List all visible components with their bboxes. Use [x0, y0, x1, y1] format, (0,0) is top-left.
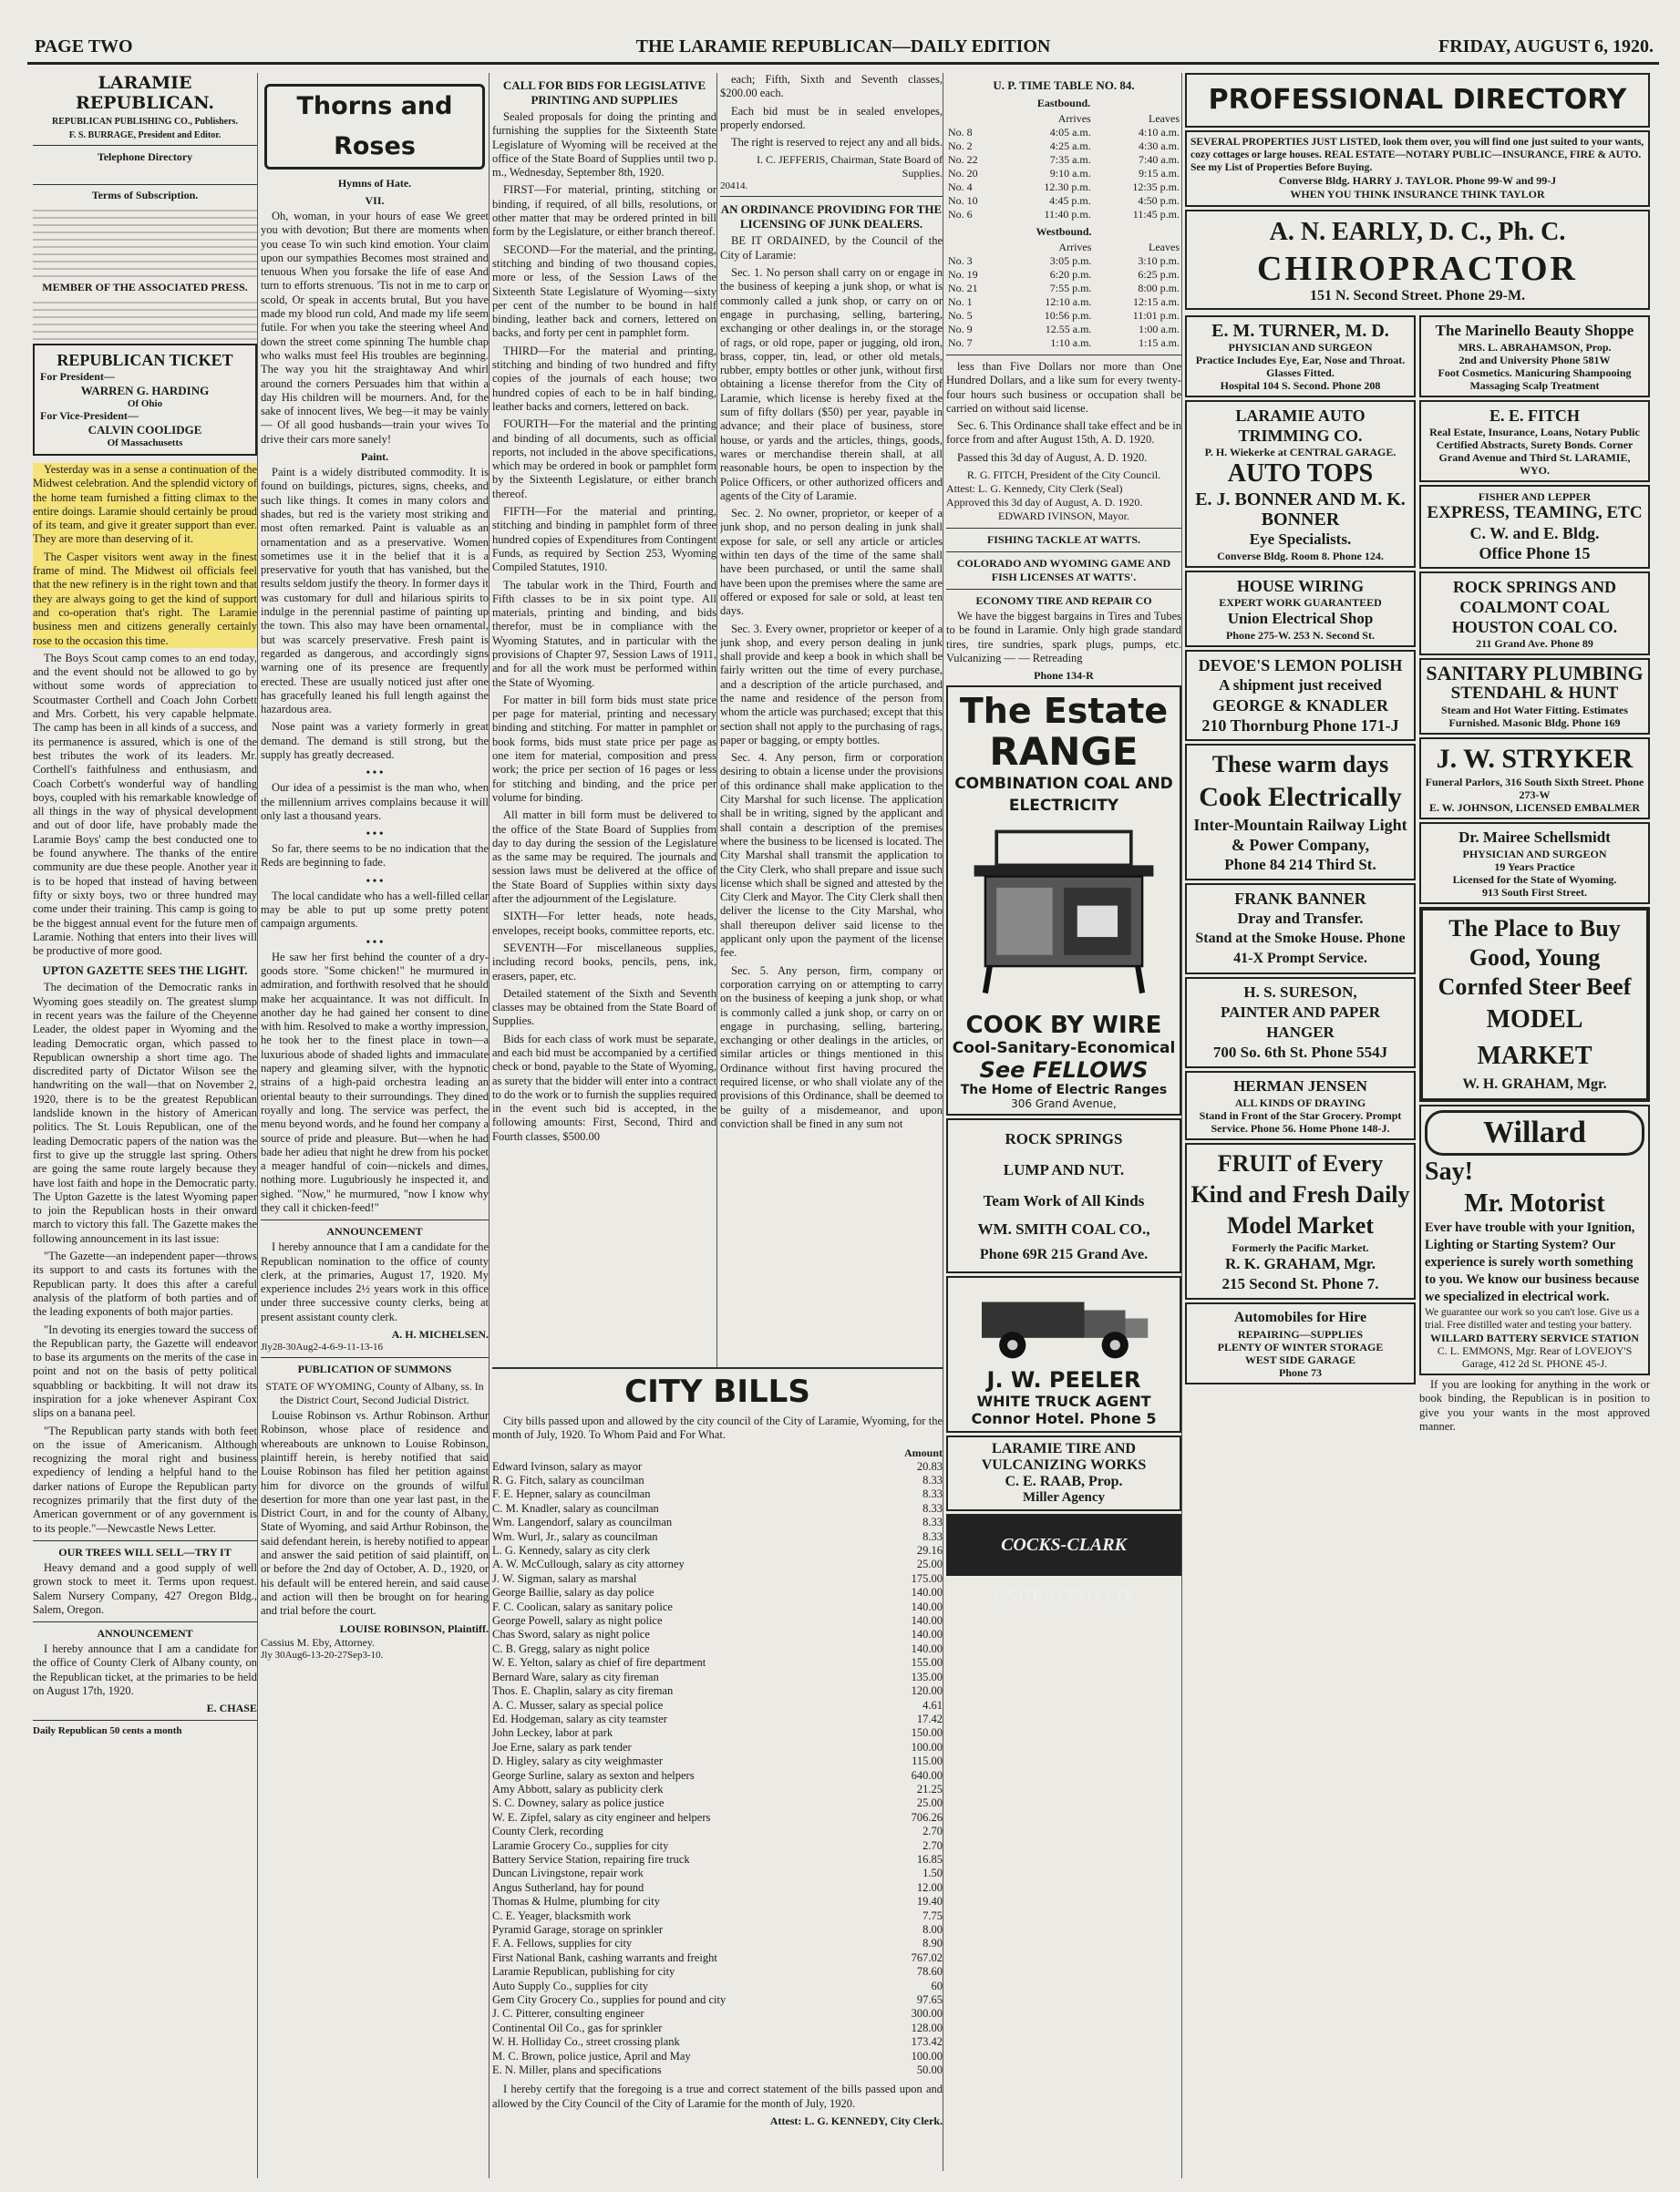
bookbinding-notice: If you are looking for anything in the work or book binding, the Republican is in position to give you your wants in the most approved manner. — [1419, 1378, 1650, 1433]
bill-row — [492, 1909, 943, 1923]
editor-line: F. S. BURRAGE, President and Editor. — [68, 130, 222, 140]
bill-description: George Baillie, salary as day police — [492, 1586, 654, 1600]
masthead — [27, 31, 1659, 65]
fisher-lepper-ad: FISHER AND LEPPER EXPRESS, TEAMING, ETC C. W. and E. Bldg. Office Phone 15 — [1419, 485, 1650, 569]
bill-description: Battery Service Station, repairing fire truck — [492, 1852, 690, 1866]
bill-row — [492, 1937, 943, 1950]
bill-description: George Powell, salary as night police — [492, 1614, 663, 1628]
ap-membership: MEMBER OF THE ASSOCIATED PRESS. — [42, 281, 248, 293]
bill-description: W. H. Holliday Co., street crossing plank — [492, 2035, 680, 2049]
bill-amount: 16.85 — [916, 1852, 943, 1866]
auto-trimming-ad: LARAMIE AUTO TRIMMING CO. P. H. Wiekerke at CENTRAL GARAGE. AUTO TOPS E. J. BONNER AND M. K. BONNER Eye Specialists. Converse Bldg. Room 8. Phone 124. — [1185, 400, 1416, 568]
bill-row — [492, 1951, 943, 1965]
bill-description: Continental Oil Co., gas for sprinkler — [492, 2021, 663, 2034]
bill-amount: 2.70 — [922, 1838, 943, 1852]
timetable-row: No. 20 9:10 a.m. 9:15 a.m. — [948, 167, 1180, 180]
bill-row — [492, 2007, 943, 2021]
bills-list — [492, 1460, 943, 2078]
bill-row — [492, 1460, 943, 1474]
stryker-ad: J. W. STRYKER Funeral Parlors, 316 South Sixth Street. Phone 273-W E. W. JOHNSON, LICENSED EMBALMER — [1419, 737, 1650, 819]
subscription-heading: Terms of Subscription. — [91, 189, 199, 201]
laramie-tire-ad: LARAMIE TIRE AND VULCANIZING WORKS C. E. RAAB, Prop. Miller Agency — [946, 1436, 1181, 1511]
bill-amount: 8.33 — [922, 1474, 943, 1487]
bill-row — [492, 1502, 943, 1516]
bill-description: Amy Abbott, salary as publicity clerk — [492, 1782, 664, 1796]
timetable-row: No. 1 12:10 a.m. 12:15 a.m. — [948, 295, 1180, 308]
ticket-title: REPUBLICAN TICKET — [57, 351, 233, 369]
house-wiring-ad: HOUSE WIRING EXPERT WORK GUARANTEED Union Electrical Shop Phone 275-W. 253 N. Second St. — [1185, 571, 1416, 647]
timetable-row: No. 19 6:20 p.m. 6:25 p.m. — [948, 268, 1180, 281]
bill-description: Laramie Republican, publishing for city — [492, 1965, 675, 1979]
bill-amount: 115.00 — [912, 1755, 943, 1768]
bill-description: A. C. Musser, salary as special police — [492, 1698, 664, 1712]
bid-call-heading: CALL FOR BIDS FOR LEGISLATIVE PRINTING AND SUPPLIES — [502, 78, 706, 107]
bill-description: Joe Erne, salary as park tender — [492, 1740, 632, 1754]
bill-description: Gem City Grocery Co., supplies for pound and city — [492, 1993, 727, 2007]
bill-row — [492, 1614, 943, 1628]
newspaper-title: THE LARAMIE REPUBLICAN—DAILY EDITION — [635, 36, 1051, 57]
bill-amount: 97.65 — [916, 1993, 943, 2007]
ticket-president: WARREN G. HARDING — [80, 384, 210, 397]
bill-row — [492, 1713, 943, 1726]
bill-amount: 29.16 — [916, 1544, 943, 1558]
bill-row — [492, 1558, 943, 1571]
bill-amount: 8.33 — [922, 1501, 943, 1515]
model-market-ad: The Place to Buy Good, Young Cornfed Steer Beef MODEL MARKET W. H. GRAHAM, Mgr. — [1419, 907, 1650, 1102]
smith-coal-ad: ROCK SPRINGS LUMP AND NUT. Team Work of All Kinds WM. SMITH COAL CO., Phone 69R 215 Grand Ave. — [946, 1118, 1181, 1273]
bill-amount: 120.00 — [911, 1684, 943, 1698]
fitch-ad: E. E. FITCH Real Estate, Insurance, Loans, Notary Public Certified Abstracts, Surety Bonds. Corner Grand Avenue and Third St. LARAMIE, WYO. — [1419, 400, 1650, 482]
banner-dray-ad: FRANK BANNER Dray and Transfer. Stand at the Smoke House. Phone 41-X Prompt Service. — [1185, 883, 1416, 974]
bill-amount: 640.00 — [911, 1768, 943, 1782]
bill-row — [492, 1755, 943, 1768]
sanitary-plumbing-ad: SANITARY PLUMBING STENDAHL & HUNT Steam and Hot Water Fitting. Estimates Furnished. Masonic Bldg. Phone 169 — [1419, 658, 1650, 735]
bill-description: Duncan Livingstone, repair work — [492, 1867, 644, 1880]
bill-amount: 155.00 — [911, 1656, 943, 1670]
directory-title: PROFESSIONAL DIRECTORY — [1185, 73, 1650, 128]
bill-row — [492, 1741, 943, 1755]
bill-description: Wm. Wurl, Jr., salary as councilman — [492, 1529, 658, 1543]
bill-amount: 135.00 — [911, 1670, 943, 1683]
column-4: each; Fifth, Sixth and Seventh classes, $200.00 each. Each bid must be in sealed envelopes, properly endorsed. The right is reserved to reject any and all bids. I. C. JEFFERIS, Chairman, State Board of Supplies. 20414. AN ORDINANCE PROVIDING FOR THE LICENSING OF JUNK DEALERS. BE IT ORDAINED, by the Council of the City of Laramie: Sec. 1. No person shall carry on or engage in the business of keeping a junk shop, or what is commonly called a junk shop, or carry on or engage in purchasing, selling, bartering, exchanging or other dealings in, or the storage of rags, or old rope, paper or jugging, old iron, brass, copper, tin, lead, or other old metals, rubber, empty bottles or other junk, without first obtaining a license therefor from the City of Laramie, which license is hereby fixed at the sum of fifty dollars ($50) per year, payable in advance; and their place of business, store house, or yards and the articles, things, goods, wares or merchandise therein shall, at all reasonable hours, be open to inspection by the Police Officers, or other authorized officers and agents of the City of Laramie. Sec. 2. No owner, proprietor, or keeper of a junk shop, and no person dealing in junk shall expose for sale, or sell any article or articles within ten days of the time of the same shall have been purchased, or until the same shall have been upon the premises where the same are offered or exposed for sale or sold, at least ten days. Sec. 3. Every owner, proprietor or keeper of a junk shop, and every person dealing in junk shall provide and keep a book in which shall be fairly written out the time of every purchase, and a description of the article purchased, and the name and residence of the person from whom the article was purchased; except that this section shall not apply to the purchasing of rags, paper or bagging, or empty bottles. Sec. 4. Any person, firm or corporation desiring to obtain a license under the provisions of this ordinance shall make application to the City Marshal for such license. The application shall be in writing, signed by the applicant and shall contain a description of the premises where the business to be licensed is located. The City Marshal shall transmit the application to the City Clerk, who shall prepare and issue such license which shall be signed and attested by the City Clerk and Mayor. The City Clerk shall then deliver the license to the City Marshal, who shall thereupon deliver said license to the applicant only upon the payment of the license fee. Sec. 5. Any person, firm, company or corporation carrying on or attempting to carry on the business of keeping a junk shop, or what is commonly called a junk shop, or carry on or engage in purchasing, selling, bartering, exchanging or other dealings in the articles, or similar articles or things mentioned in this Ordinance without first having procured the required license, or who shall violate any of the provisions of this Ordinance, shall be deemed to be guilty of a misdemeanor, and upon conviction shall be fined in any sum not — [720, 73, 943, 1367]
bill-description: L. G. Kennedy, salary as city clerk — [492, 1544, 651, 1558]
bill-description: C. B. Gregg, salary as night police — [492, 1641, 650, 1655]
engraving-ad: COCKS-CLARK ENGRAVING CO. — [946, 1514, 1181, 1576]
bill-row — [492, 1530, 943, 1544]
westbound-table: Arrives Leaves No. 3 3:05 p.m. 3:10 p.m. No. 19 6:20 p.m. 6:25 p.m. No. 21 7:55 p.m. 8:00 p.m. No. 1 12:10 a.m. 12:15 a.m. No. 5 10:56 p.m. 11:01 p.m. No. 9 12.55 a.m. 1:00 a.m. No. 7 1:10 a.m. 1:15 a.m. — [948, 241, 1180, 349]
houston-coal-ad: ROCK SPRINGS AND COALMONT COAL HOUSTON COAL CO. 211 Grand Ave. Phone 89 — [1419, 571, 1650, 655]
bill-row — [492, 2035, 943, 2049]
subscription-footer: Daily Republican 50 cents a month — [33, 1725, 182, 1737]
bill-row — [492, 1516, 943, 1529]
junk-ordinance-heading: AN ORDINANCE PROVIDING FOR THE LICENSING OF JUNK DEALERS. — [720, 202, 943, 232]
bill-row — [492, 1796, 943, 1810]
upton-gazette-heading: UPTON GAZETTE SEES THE LIGHT. — [42, 963, 248, 978]
bill-row — [492, 1642, 943, 1656]
bill-amount: 7.75 — [922, 1909, 943, 1922]
bill-description: John Leckey, labor at park — [492, 1726, 613, 1740]
column-3: CALL FOR BIDS FOR LEGISLATIVE PRINTING AND SUPPLIES Sealed proposals for doing the printing and furnishing the supplies for the Sixteenth State Legislature of Wyoming will be received at the office of the State Board of Supplies until two p. m., Wednesday, September 8th, 1920. FIRST—For material, printing, stitching or binding, if required, of all bills, resolutions, or other matter that may be ordered printed in bill form by the Legislature, or either branch thereof. SECOND—For the material, and the printing, stitching and binding of two thousand copies, more or less, of the Session Laws of the Sixteenth State Legislature of Wyoming—sixty per cent of the number to be bound in half binding, leather back and corners, lettered on backs, and forty per cent in pamphlet form. THIRD—For the material and printing, stitching and binding of two hundred and fifty copies of the journals of each house; two hundred copies of each to be in half binding, leather backs and corners, lettered on back. FOURTH—For the material and the printing and binding of all documents, such as official reports, not included in the above specifications, which may be ordered in book or pamphlet form by the Sixteenth Legislature, or either branch thereof. FIFTH—For the material and printing, stitching and binding in pamphlet form of three hundred copies of Expenditures from Contingent Funds, as required by Section 253, Wyoming Compiled Statutes, 1910. The tabular work in the Third, Fourth and Fifth classes to be in six point type. All materials, printing and binding, and bids therefor, must be in compliance with the Wyoming Statutes, and in particular with the provisions of Chapter 97, Session Laws of 1911, and for all the work must be performed within the State of Wyoming. For matter in bill form bids must state price per page for material, printing and necessary binding and stitching. For matter in pamphlet or book forms, bids must state price per page as one item for material, composition and press work; the price per section of 16 pages or less for stitching and binding, and the price per volume for binding. All matter in bill form must be delivered to the office of the State Board of Supplies from day to day during the session of the Legislature as the same may be required. The journals and session laws must be delivered at the office of the State Board of Supplies within sixty days after the adjournment of the Legislature. SIXTH—For letter heads, note heads, envelopes, receipt books, committee reports, etc. SEVENTH—For miscellaneous supplies, including record books, pencils, pens, ink, erasers, paper, etc. Detailed statement of the Sixth and Seventh classes may be obtained from the State Board of Supplies. Bids for each class of work must be separate, and each bid must be accompanied by a certified check or bond, payable to the State of Wyoming, as surety that the bidder will enter into a contract to do the work or to furnish the supplies required in the event such bid is accepted, in the following amounts: First, Second, Third and Fourth classes, $500.00 — [492, 73, 717, 1367]
lemon-polish-ad: DEVOE'S LEMON POLISH A shipment just received GEORGE & KNADLER 210 Thornburg Phone 171-J — [1185, 650, 1416, 741]
bill-row — [492, 1671, 943, 1684]
schellsmidt-ad: Dr. Mairee Schellsmidt PHYSICIAN AND SURGEON 19 Years Practice Licensed for the State of Wyoming. 913 South First Street. — [1419, 822, 1650, 904]
bill-amount: 20.83 — [916, 1459, 943, 1473]
timetable-row: No. 2 4:25 a.m. 4:30 a.m. — [948, 139, 1180, 152]
bill-description: F. E. Hepner, salary as councilman — [492, 1487, 651, 1501]
willard-ad: Willard Say! Mr. Motorist Ever have trouble with your Ignition, Lighting or Starting System? Our experience is surely worth something to you. We know our business because we specialized in electrical work. We guarantee our work so you can't lose. Give us a trial. Free distilled water and testing your battery. WILLARD BATTERY SERVICE STATION C. L. EMMONS, Mgr. Rear of LOVEJOY'S Garage, 412 2d St. PHONE 45-J. — [1419, 1105, 1650, 1375]
bill-description: R. G. Fitch, salary as councilman — [492, 1474, 644, 1487]
bill-amount: 17.42 — [916, 1712, 943, 1725]
bill-description: George Surline, salary as sexton and helpers — [492, 1768, 695, 1782]
bill-row — [492, 1895, 943, 1909]
bill-amount: 25.00 — [916, 1558, 943, 1571]
bill-amount: 100.00 — [911, 2049, 943, 2063]
stove-illustration — [952, 817, 1176, 1008]
bill-row — [492, 2050, 943, 2063]
ticket-vice-president: CALVIN COOLIDGE — [88, 423, 202, 437]
bill-amount: 2.70 — [922, 1825, 943, 1838]
scout-camp-editorial: The Boys Scout camp comes to an end today, and the event should not be allowed to go by without some words of appreciation to Scoutmaster Corthell and Coach John Corbett and Mrs. Corbett, his very capable helpmate. The camp has been in all kinds of a success, and its permanence is assured, which is one of the best tributes the work of its leaders. Mr. Corthell's faithfulness and enthusiasm, and Coach Corbett's wonderful way of handling boys, coupled with his remarkable knowledge of all things in the way of physical development and out of door life, have probably made the Laramie Boys' camp the best conducted one to be found anywhere. The thanks of the entire community are due these people. Another year it is to be hoped that instead of having between fifty or sixty boys, two or three hundred may come under their training. This camp is going to be the biggest annual event for the future men of Laramie. Nothing that enters into their lives will be productive of more good. — [33, 651, 257, 958]
bill-amount: 8.33 — [922, 1529, 943, 1543]
bill-amount: 140.00 — [911, 1641, 943, 1655]
bill-description: Thos. E. Chaplin, salary as city fireman — [492, 1684, 674, 1698]
bill-row — [492, 1811, 943, 1825]
professional-directory — [1185, 73, 1650, 2178]
page-number: PAGE TWO — [35, 36, 133, 57]
bill-row — [492, 1825, 943, 1838]
fishing-tackle-notice: FISHING TACKLE AT WATTS. — [986, 533, 1141, 547]
bill-description: Angus Sutherland, hay for pound — [492, 1880, 644, 1894]
bill-description: F. C. Coolican, salary as sanitary police — [492, 1600, 673, 1613]
bill-description: D. Higley, salary as city weighmaster — [492, 1755, 663, 1768]
bill-description: Bernard Ware, salary as city fireman — [492, 1670, 659, 1683]
bill-amount: 128.00 — [911, 2021, 943, 2034]
timetable-row: No. 10 4:45 p.m. 4:50 p.m. — [948, 194, 1180, 207]
column-5: U. P. TIME TABLE NO. 84. Eastbound. Arrives Leaves No. 8 4:05 a.m. 4:10 a.m. No. 2 4:25 a.m. 4:30 a.m. No. 22 7:35 a.m. 7:40 a.m. No. 20 9:10 a.m. 9:15 a.m. No. 4 12.30 p.m. 12:35 p.m. No. 10 4:45 p.m. 4:50 p.m. No. 6 11:40 p.m. 11:45 p.m. Westbound. Arrives Leaves No. 3 3:05 p.m. 3:10 p.m. No. 19 6:20 p.m. 6:25 p.m. No. 21 7:55 p.m. 8:00 p.m. No. 1 12:10 a.m. 12:15 a.m. No. 5 10:56 p.m. 11:01 p.m. No. 9 12.55 a.m. 1:00 a.m. No. 7 1:10 a.m. 1:15 a.m. less than Five Dollars nor more than One Hundred Dollars, and a like sum for every twenty-four hours such business or occupation shall be carried on without said license. Sec. 6. This Ordinance shall take effect and be in force from and after August 15th, A. D. 1920. Passed this 3d day of August, A. D. 1920. R. G. FITCH, President of the City Council. Attest: L. G. Kennedy, City Clerk (Seal) Approved this 3d day of August, A. D. 1920. EDWARD IVINSON, Mayor. FISHING TACKLE AT WATTS. COLORADO AND WYOMING GAME AND FISH LICENSES AT WATTS'. ECONOMY TIRE AND REPAIR CO We have the biggest bargains in Tires and Tubes to be found in Laramie. Only high grade standard tires, tire sundries, spark plugs, pumps, etc. Vulcanizing — — Retreading Phone 134-R The Estate RANGE COMBINATION COAL AND ELECTRICITY COOK BY WIRE Cool-Sanitary-Economical See FELLOWS The Home of Electric Ranges 306 Grand Avenue, ROCK SPRINGS LUMP AND NUT. Team Work of All Kinds WM. SMITH COAL CO., Phone 69R 215 Grand Ave. J. W. PEELER WHITE TRUCK AGENT Connor Hotel. Phone 5 LARAMIE TIRE AND VULCANIZING WORKS C. E. RAAB, Prop. Miller Agency COCKS-CLARK ENGRAVING CO. — [946, 73, 1182, 2178]
issue-date: FRIDAY, AUGUST 6, 1920. — [1438, 36, 1654, 57]
poem: Oh, woman, in your hours of ease We greet you with devotion; But there are moments when you cease To win such kind emotion. Your claim upon our sympathies Becomes most strained and tenuous When you forsake the life of ease And turn to efforts strenuous. 'Tis not in me to carp or scold, Or speak in accents brutal, But you have made my blood run cold, And made my life seem futile. For when you take the steering wheel And down the street come spinning The humble chap who walks must feel His troubles are beginning. The way you hit the straightaway And whirl around the corners Persuades him that within a day His children will be mourners. And, for the sake of innocent lives, We beg—it may be vainly— Of all good husbands—train your wives To drive their cars more sanely! — [261, 210, 489, 446]
bill-amount: 50.00 — [916, 2063, 943, 2077]
bill-amount: 140.00 — [911, 1586, 943, 1600]
bill-amount: 300.00 — [911, 2007, 943, 2021]
bill-description: Ed. Hodgeman, salary as city teamster — [492, 1712, 667, 1725]
announcement-heading: ANNOUNCEMENT — [97, 1627, 193, 1641]
bill-row — [492, 1699, 943, 1713]
bill-amount: 8.33 — [922, 1487, 943, 1501]
warm-days-ad: These warm days Cook Electrically Inter-Mountain Railway Light & Power Company, Phone 84 214 Third St. — [1185, 744, 1416, 880]
bill-description: A. W. McCullough, salary as city attorney — [492, 1558, 685, 1571]
bill-row — [492, 1656, 943, 1670]
bill-row — [492, 2022, 943, 2035]
bill-row — [492, 1474, 943, 1487]
bill-amount: 8.90 — [922, 1937, 943, 1950]
timetable-row: No. 6 11:40 p.m. 11:45 p.m. — [948, 208, 1180, 221]
bill-row — [492, 1993, 943, 2007]
peeler-truck-ad: J. W. PEELER WHITE TRUCK AGENT Connor Hotel. Phone 5 — [946, 1276, 1181, 1433]
bill-row — [492, 1628, 943, 1641]
column-2: Thorns and Roses Hymns of Hate. VII. Oh, woman, in your hours of ease We greet you with devotion; But there are moments when you cease To win such kind emotion. Your claim upon our sympathies Becomes most strained and tenuous When you forsake the life of ease And turn to efforts strenuous. 'Tis not in me to carp or scold, Or speak in accents brutal, But you have made my blood run cold, And made my life seem futile. For when you take the steering wheel And down the street come spinning The humble chap who walks must feel His troubles are beginning. The way you hit the straightaway And whirl around the corners Persuades him that within a day His children will be mourners. And, for the sake of innocent lives, We beg—it may be vainly— Of all good husbands—train your wives To drive their cars more sanely! Paint. Paint is a widely distributed commodity. It is found on buildings, pictures, signs, cheeks, and such like things. It comes in many colors and shades, but red is the variety most striking and most often remarked. Paint is valuable as an ornamentation and as a preservative. Women sometimes use it in the belief that it is a preservative for youth that has vanished, but the results seldom justify the theory. In former days it was customary for dull and hilarious spirits to indulge in the perennial pastime of painting up the town. This also may have been ornamental, but was scarcely preservative. Fresh paint is regarded as dangerous, and accordingly signs warning one of its presence are frequently erected. These are usually noticed just after one has gracefully leaned his full length against the hazardous area. Nose paint was a variety formerly in great demand. The demand is still strong, but the supply has greatly decreased. • • • Our idea of a pessimist is the man who, when the millennium arrives complains because it will only last a thousand years. • • • So far, there seems to be no indication that the Reds are beginning to fade. • • • The local candidate who has a well-filled cellar may be able to put up some pretty potent campaign arguments. • • • He saw her first behind the counter of a dry-goods store. "Some chicken!" he murmured in admiration, and forthwith resolved that he should make her acquaintance. It was not difficult. In another day he had gained her consent to dine with him. Resolved to make a worthy impression, he took her to the finest place in town—a luxurious abode of shaded lights and immaculate napery and gleaming silver, with the hypnotic strains of a high-paid orchestra leading an oriental beauty to their surroundings. They dined royally and long. The service was perfect, the menu beyond words, and he found her company a source of pride and pleasure. But—when he had bade her adieu that night he drew from his pocket a meager handful of coin—nickels and dimes, nothing more. Lugubriously he inspected it, and sighed. "Now," he murmured, "now I know why they call it chicken-feed!" ANNOUNCEMENT I hereby announce that I am a candidate for the Republican nomination to the office of county clerk, at the primaries, August 17, 1920. My experience includes 2½ years work in this office under three successive county clerks, being at present assistant county clerk. A. H. MICHELSEN. Jly28-30Aug2-4-6-9-11-13-16 PUBLICATION OF SUMMONS STATE OF WYOMING, County of Albany, ss. In the District Court, Second Judicial District. Louise Robinson vs. Arthur Robinson. Arthur Robinson, whose place of residence and whereabouts are unknown to Louise Robinson, plaintiff herein, is hereby notified that said Louise Robinson has filed her petition against him for divorce on the grounds of wilful desertion for more than one year last past, in the District Court, in and for the county of Albany, State of Wyoming, and said Arthur Robinson, the said defendant herein, is hereby notified to appear and answer the said petition of said plaintiff, on or before the 2nd day of October, A. D., 1920, or his default will be entered herein, and said cause and action will then be brought on for hearing and trial before the court. LOUISE ROBINSON, Plaintiff. Cassius M. Eby, Attorney. Jly 30Aug6-13-20-27Sep3-10. — [261, 73, 490, 2178]
timetable-row: No. 8 4:05 a.m. 4:10 a.m. — [948, 126, 1180, 139]
bill-amount: 100.00 — [911, 1740, 943, 1754]
timetable-row: No. 4 12.30 p.m. 12:35 p.m. — [948, 180, 1180, 193]
timetable-row: No. 21 7:55 p.m. 8:00 p.m. — [948, 282, 1180, 294]
early-chiropractor-ad: A. N. EARLY, D. C., Ph. C. CHIROPRACTOR 151 N. Second Street. Phone 29-M. — [1185, 210, 1650, 310]
bill-amount: 19.40 — [916, 1895, 943, 1909]
bill-description: J. C. Pitterer, consulting engineer — [492, 2007, 644, 2021]
bill-amount: 150.00 — [911, 1726, 943, 1740]
timetable-row: No. 9 12.55 a.m. 1:00 a.m. — [948, 323, 1180, 335]
bill-description: Edward Ivinson, salary as mayor — [492, 1459, 643, 1473]
bill-row — [492, 1839, 943, 1853]
bill-row — [492, 1544, 943, 1558]
paper-nameplate: LARAMIE REPUBLICAN. — [75, 73, 215, 113]
bill-description: C. E. Yeager, blacksmith work — [492, 1909, 632, 1922]
truck-illustration — [952, 1281, 1176, 1364]
bill-row — [492, 1923, 943, 1937]
bill-amount: 706.26 — [911, 1810, 943, 1824]
timetable-row: No. 22 7:35 a.m. 7:40 a.m. — [948, 153, 1180, 166]
bill-description: S. C. Downey, salary as police justice — [492, 1796, 665, 1810]
bill-amount: 25.00 — [916, 1796, 943, 1810]
trees-heading: OUR TREES WILL SELL—TRY IT — [58, 1545, 232, 1559]
bill-row — [492, 1684, 943, 1698]
bill-description: First National Bank, cashing warrants and freight — [492, 1950, 717, 1964]
bill-row — [492, 1881, 943, 1895]
bill-row — [492, 1853, 943, 1867]
bill-description: E. N. Miller, plans and specifications — [492, 2063, 662, 2077]
bill-amount: 60 — [931, 1979, 943, 1992]
bill-amount: 140.00 — [911, 1600, 943, 1613]
jensen-ad: HERMAN JENSEN ALL KINDS OF DRAYING Stand in Front of the Star Grocery. Prompt Service. Phone 56. Home Phone 148-J. — [1185, 1071, 1416, 1140]
bill-row — [492, 1726, 943, 1740]
phone-directory-heading: Telephone Directory — [97, 150, 193, 163]
bill-description: Laramie Grocery Co., supplies for city — [492, 1838, 669, 1852]
bill-amount: 173.42 — [911, 2035, 943, 2049]
bill-amount: 8.33 — [922, 1516, 943, 1529]
turner-ad: E. M. TURNER, M. D. PHYSICIAN AND SURGEON Practice Includes Eye, Ear, Nose and Throat. Glasses Fitted. Hospital 104 S. Second. Phone 208 — [1185, 315, 1416, 397]
thorns-and-roses-banner: Thorns and Roses — [264, 84, 485, 170]
republican-ticket: REPUBLICAN TICKET For President— WARREN G. HARDING Of Ohio For Vice-President— CALVIN COOLIDGE Of Massachusetts — [33, 344, 257, 456]
bill-amount: 140.00 — [911, 1628, 943, 1641]
bill-description: Pyramid Garage, storage on sprinkler — [492, 1923, 664, 1936]
bill-amount: 4.61 — [922, 1698, 943, 1712]
bill-row — [492, 2063, 943, 2077]
timetable-heading: U. P. TIME TABLE NO. 84. — [993, 78, 1135, 92]
timetable-row: No. 3 3:05 p.m. 3:10 p.m. — [948, 254, 1180, 267]
subscription-table — [33, 204, 257, 277]
marinello-ad: The Marinello Beauty Shoppe MRS. L. ABRAHAMSON, Prop. 2nd and University Phone 581W Foot Cosmetics. Manicuring Shampooing Massaging Scalp Treatment — [1419, 315, 1650, 397]
bill-row — [492, 1965, 943, 1979]
bill-row — [492, 1783, 943, 1796]
bill-amount: 8.00 — [922, 1923, 943, 1936]
sureson-ad: H. S. SURESON, PAINTER AND PAPER HANGER 700 So. 6th St. Phone 554J — [1185, 977, 1416, 1068]
bill-amount: 175.00 — [911, 1571, 943, 1585]
bill-description: Wm. Langendorf, salary as councilman — [492, 1516, 673, 1529]
bill-amount: 78.60 — [916, 1965, 943, 1979]
column-1: LARAMIE REPUBLICAN. REPUBLICAN PUBLISHING CO., Publishers. F. S. BURRAGE, President and Editor. Telephone Directory Terms of Subscription. MEMBER OF THE ASSOCIATED PRESS. REPUBLICAN TICKET For President— WARREN G. HARDING Of Ohio For Vice-President— CALVIN COOLIDGE Of Massachusetts Yesterday was in a sense a continuation of the Midwest celebration. And the splendid victory of the home team furnished a fitting climax to the entire doings. Laramie should certainly be proud of its team, and give it greater support than ever. They are more than deserving of it. The Casper visitors went away in the finest frame of mind. The Midwest oil officials feel that the new refinery is in the right town and that they are always going to get the kind of support and co-operation that's right. The Laramie business men and citizens generally certainly rose to the occasion this time. The Boys Scout camp comes to an end today, and the event should not be allowed to go by without some words of appreciation to Scoutmaster Corthell and Coach John Corbett and Mrs. Corbett, his very capable helpmate. The camp has been in all kinds of a success, and its permanence is assured, which is one of the best tributes the work of its leaders. Mr. Corthell's faithfulness and enthusiasm, and Coach Corbett's wonderful way of handling boys, coupled with his remarkable knowledge of all things in the way of physical development and out of door life, have probably made the Laramie Boys' camp the best conducted one to be found anywhere. The thanks of the entire community are due these people. Another year it is to be hoped that instead of having between fifty or sixty boys, two or three hundred may come under their training. This camp is going to be the biggest annual event for the future men of Laramie. Nothing that enters into their lives will be productive of more good. UPTON GAZETTE SEES THE LIGHT. The decimation of the Democratic ranks in Wyoming goes steadily on. The greatest slump in recent years was the failure of the Cheyenne Leader, the oldest paper in Wyoming and the leading Democratic organ, which passed to Republican ownership a short time ago. The discredited party of Dictator Wilson see the handwriting on the wall—that on November 2, 1920, there is to be the greatest Republican landslide known in the history of American politics. The St. Louis Republican, one of the leading Democratic papers of the nation was the first to give up the struggle last spring. Others are going the same route largely because they have lost faith and hope in the Democratic party. The Upton Gazette is the latest Wyoming paper to join the Republican hosts in their onward march to victory this fall. The Gazette makes the following announcement in its last issue: "The Gazette—an independent paper—throws its support to and casts its fortunes with the Republican party. It does this after a careful analysis of the platform of both parties and of the leading exponents of both major parties. "In devoting its energies toward the success of the Republican party, the Gazette will endeavor to base its arguments on the merits of the case in point and not on the basis of petty political squabbling or backbiting. It will not draw its inspiration for a joke whenever Aspirant Cox slips on a banana peel. "The Republican party stands with both feet on the issue of Americanism. Although recognizing the moral right and business expediency of lending a helpful hand to the darker nations of Europe the Republican party recognizes primarily that the first duty of the American government or of any government is to its people."—Newcastle News Letter. OUR TREES WILL SELL—TRY IT Heavy demand and a good supply of well grown stock to meet it. Terms upon request. Salem Nursery Company, 427 Oregon Bldg., Salem, Oregon. ANNOUNCEMENT I hereby announce that I am a candidate for the office of County Clerk of Albany county, on the Republican ticket, at the primaries to be held on August 17th, 1920. E. CHASE Daily Republican 50 cents a month — [33, 73, 258, 2178]
bill-amount: 767.02 — [911, 1950, 943, 1964]
hire-ad: Automobiles for Hire REPAIRING—SUPPLIES PLENTY OF WINTER STORAGE WEST SIDE GARAGE Phone 73 — [1185, 1302, 1416, 1384]
bill-row — [492, 1867, 943, 1880]
bill-description: County Clerk, recording — [492, 1825, 603, 1838]
bill-amount: 12.00 — [916, 1880, 943, 1894]
fruit-ad: FRUIT of Every Kind and Fresh Daily Model Market Formerly the Pacific Market. R. K. GRAHAM, Mgr. 215 Second St. Phone 7. — [1185, 1143, 1416, 1300]
city-bills: CITY BILLS City bills passed upon and allowed by the city council of the City of Laramie, Wyoming, for the month of July, 1920. To Whom Paid and For What. Amount Edward Ivinson, salary as mayor 20.83 R. G. Fitch, salary as councilman 8.33 F. E. Hepner, salary as councilman 8.33 C. M. Knadler, salary as councilman 8.33 Wm. Langendorf, salary as councilman 8.33 Wm. Wurl, Jr., salary as councilman 8.33 L. G. Kennedy, salary as city clerk 29.16 A. W. McCullough, salary as city attorney 25.00 J. W. Sigman, salary as marshal 175.00 George Baillie, salary as day police 140.00 F. C. Coolican, salary as sanitary police 140.00 George Powell, salary as night police 140.00 Chas Sword, salary as night police 140.00 C. B. Gregg, salary as night police 140.00 W. E. Yelton, salary as chief of fire department 155.00 Bernard Ware, salary as city fireman 135.00 Thos. E. Chaplin, salary as city fireman 120.00 A. C. Musser, salary as special police 4.61 Ed. Hodgeman, salary as city teamster 17.42 John Leckey, labor at park 150.00 Joe Erne, salary as park tender 100.00 D. Higley, salary as city weighmaster 115.00 George Surline, salary as sexton and helpers 640.00 Amy Abbott, salary as publicity clerk 21.25 S. C. Downey, salary as police justice 25.00 W. E. Zipfel, salary as city engineer and helpers 706.26 County Clerk, recording 2.70 Laramie Grocery Co., supplies for city 2.70 Battery Service Station, repairing fire truck 16.85 Duncan Livingstone, repair work 1.50 Angus Sutherland, hay for pound 12.00 Thomas & Hulme, plumbing for city 19.40 C. E. Yeager, blacksmith work 7.75 Pyramid Garage, storage on sprinkler 8.00 F. A. Fellows, supplies for city 8.90 First National Bank, cashing warrants and freight 767.02 Laramie Republican, publishing for city 78.60 Auto Supply Co., supplies for city 60 Gem City Grocery Co., supplies for pound and city 97.65 J. C. Pitterer, consulting engineer 300.00 Continental Oil Co., gas for sprinkler 128.00 W. H. Holliday Co., street crossing plank 173.42 M. C. Brown, police justice, April and May 100.00 E. N. Miller, plans and specifications 50.00 I hereby certify that the foregoing is a true and correct statement of the bills passed upon and allowed by the City Council of the City of Laramie for the month of July, 1920. Attest: L. G. KENNEDY, City Clerk. — [492, 1367, 943, 2171]
bill-row — [492, 1572, 943, 1586]
bill-description: W. E. Zipfel, salary as city engineer and helpers — [492, 1810, 711, 1824]
bill-row — [492, 1769, 943, 1783]
highlighted-editorial: Yesterday was in a sense a continuation of the Midwest celebration. And the splendid victory of the home team furnished a fitting climax to the entire doings. Laramie should certainly be proud of its team, and give it greater support than ever. They are more than deserving of it. The Casper visitors went away in the finest frame of mind. The Midwest oil officials feel that the new refinery is in the right town and that they are always going to get the kind of support and co-operation that's right. The Laramie business men and citizens generally certainly rose to the occasion this time. — [33, 463, 257, 647]
bill-amount: 140.00 — [911, 1614, 943, 1628]
bill-description: F. A. Fellows, supplies for city — [492, 1937, 633, 1950]
bill-amount: 1.50 — [922, 1867, 943, 1880]
bill-row — [492, 1980, 943, 1993]
bill-description: J. W. Sigman, salary as marshal — [492, 1571, 637, 1585]
bill-description: C. M. Knadler, salary as councilman — [492, 1501, 659, 1515]
bill-description: Chas Sword, salary as night police — [492, 1628, 650, 1641]
bill-description: W. E. Yelton, salary as chief of fire department — [492, 1656, 706, 1670]
estate-range-ad: The Estate RANGE COMBINATION COAL AND ELECTRICITY COOK BY WIRE Cool-Sanitary-Economical See FELLOWS The Home of Electric Ranges 306 Grand Avenue, — [946, 685, 1181, 1116]
timetable-row: No. 7 1:10 a.m. 1:15 a.m. — [948, 336, 1180, 349]
timetable-row: No. 5 10:56 p.m. 11:01 p.m. — [948, 309, 1180, 322]
bill-description: Thomas & Hulme, plumbing for city — [492, 1895, 661, 1909]
city-bills-title: CITY BILLS — [624, 1374, 810, 1410]
publisher-line: REPUBLICAN PUBLISHING CO., Publishers. — [52, 117, 238, 127]
bill-row — [492, 1586, 943, 1600]
bill-description: M. C. Brown, police justice, April and May — [492, 2049, 691, 2063]
eastbound-table: Arrives Leaves No. 8 4:05 a.m. 4:10 a.m. No. 2 4:25 a.m. 4:30 a.m. No. 22 7:35 a.m. 7:40 a.m. No. 20 9:10 a.m. 9:15 a.m. No. 4 12.30 p.m. 12:35 p.m. No. 10 4:45 p.m. 4:50 p.m. No. 6 11:40 p.m. 11:45 p.m. — [948, 112, 1180, 221]
bill-row — [492, 1600, 943, 1614]
bill-amount: 21.25 — [916, 1782, 943, 1796]
economy-tire-heading: ECONOMY TIRE AND REPAIR CO — [975, 594, 1152, 608]
taylor-ad: SEVERAL PROPERTIES JUST LISTED, look them over, you will find one just suited to your wants, cozy cottages or large houses. REAL ESTATE—NOTARY PUBLIC—INSURANCE, FIRE & AUTO. See my List of Properties Before Buying. Converse Bldg. HARRY J. TAYLOR. Phone 99-W and 99-J WHEN YOU THINK INSURANCE THINK TAYLOR — [1185, 130, 1650, 207]
bill-description: Auto Supply Co., supplies for city — [492, 1979, 649, 1992]
bill-row — [492, 1487, 943, 1501]
